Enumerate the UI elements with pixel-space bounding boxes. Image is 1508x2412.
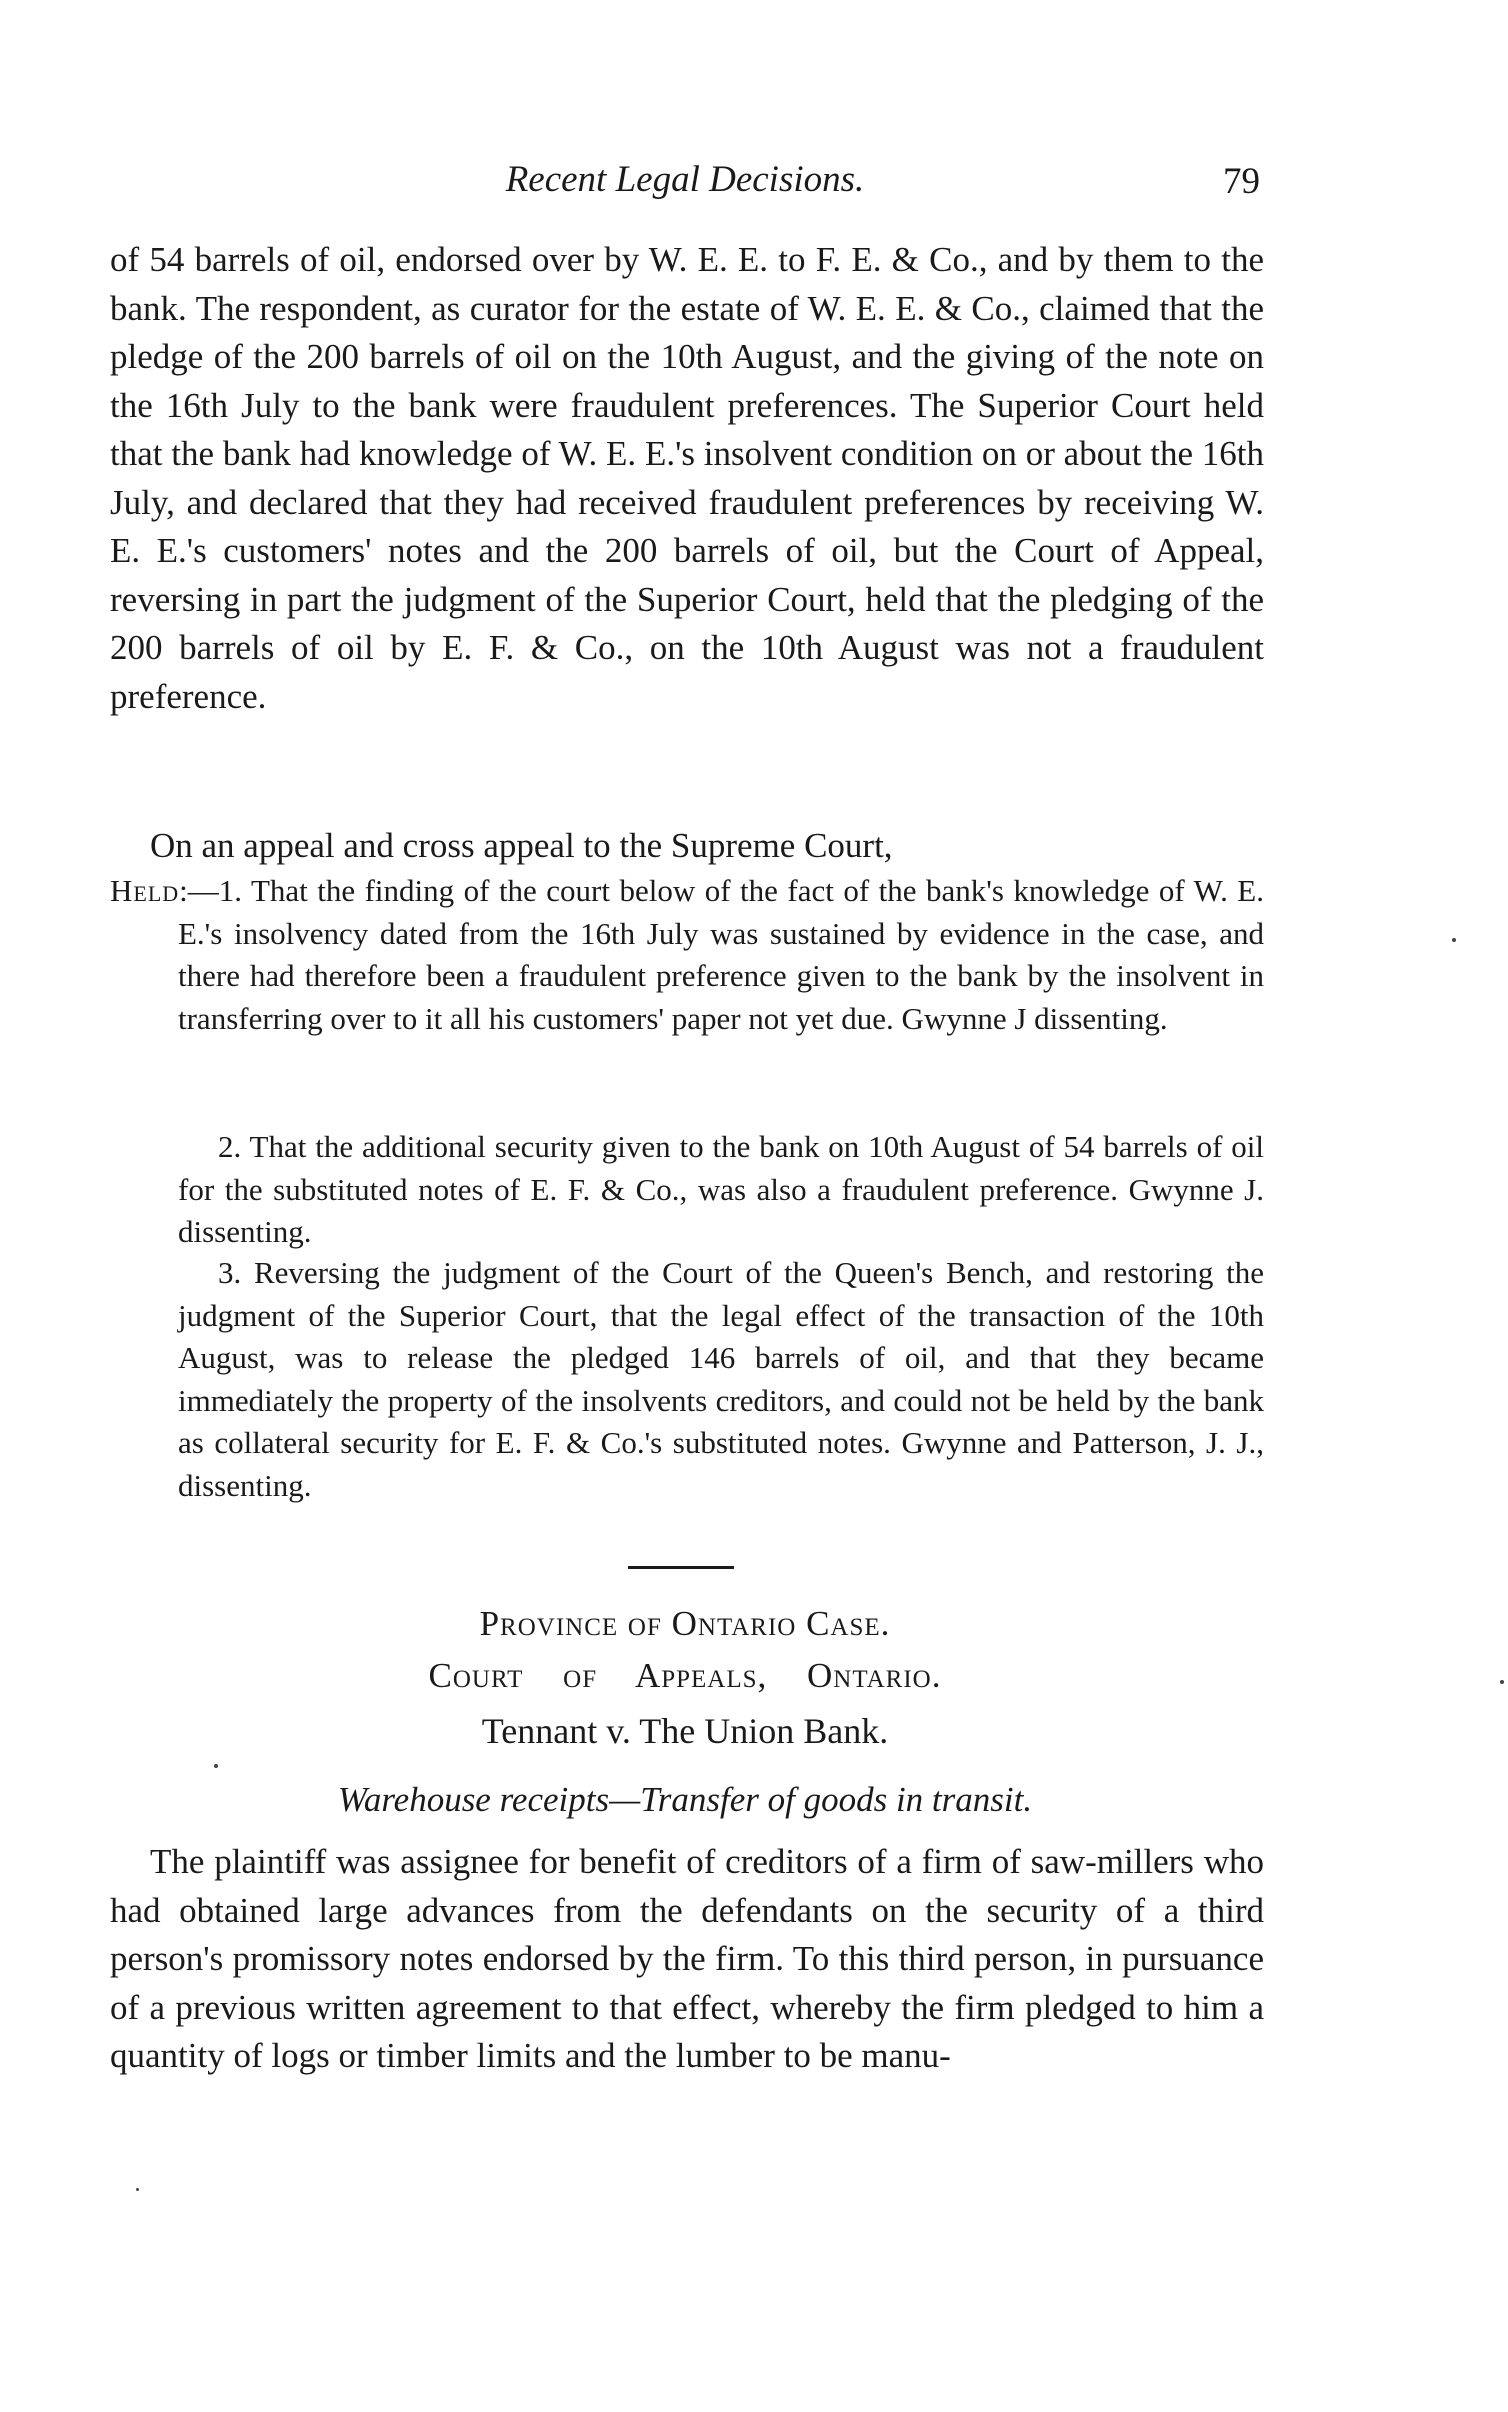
scan-speck xyxy=(136,2188,139,2191)
held-point-3: 3. Reversing the judgment of the Court of the Queen's Bench, and restoring the judgment of the Superior Court, that the legal effect of the transaction of the 10th August, was to release the pledged 146 barrels of oil, and that they became immediately the property of the insolvents creditors, and could not be held by the bank as collateral security for E. F. & Co.'s substituted notes. Gwynne and Patterson, J. J., dissenting. xyxy=(178,1255,1264,1503)
section-divider xyxy=(628,1566,734,1569)
case-subject: Warehouse receipts—Transfer of goods in transit. xyxy=(337,1780,1033,1819)
case-province-heading: Province of Ontario Case. xyxy=(479,1604,891,1643)
held-point-1-text: :—1. That the finding of the court below of the fact of the bank's knowledge of W. E. E.'s insolvency dated from the 16th July was sustained by evidence in the case, and there had therefore been a fraudulent preference given to the bank by the insolvent in transferring over to it all his customers' paper not yet due. Gwynne J dissenting. xyxy=(178,873,1264,1036)
page-number: 79 xyxy=(1223,161,1260,202)
running-title: Recent Legal Decisions. xyxy=(505,159,865,200)
case-court-heading: Court of Appeals, Ontario. xyxy=(428,1656,942,1695)
body-paragraph-2: On an appeal and cross appeal to the Supreme Court, xyxy=(150,826,893,865)
held-label: Held xyxy=(110,873,180,908)
running-head xyxy=(110,150,1260,210)
body-paragraph-1: of 54 barrels of oil, endorsed over by W. E. E. to F. E. & Co., and by them to the bank. The respondent, as curator for the estate of W. E. E. & Co., claimed that the pledge of the 200 barrels of oil on the 10th August, and the giving of the note on the 16th July to the bank were fraudulent preferences. The Superior Court held that the bank had knowledge of W. E. E.'s insolvent condition on or about the 16th July, and declared that they had received fraudulent preferences by receiving W. E. E.'s customers' notes and the 200 barrels of oil, but the Court of Appeal, reversing in part the judgment of the Superior Court, held that the pledging of the 200 barrels of oil by E. F. & Co., on the 10th August was not a fraudulent preference. xyxy=(110,240,1264,716)
case-paragraph: The plaintiff was assignee for benefit of creditors of a firm of saw-millers who had obtained large advances from the defendants on the security of a third person's promissory notes endorsed by the firm. To this third person, in pursuance of a previous written agreement to that effect, whereby the firm pledged to him a quantity of logs or timber limits and the lumber to be manu- xyxy=(110,1842,1264,2075)
case-title: Tennant v. The Union Bank. xyxy=(481,1711,889,1751)
scan-speck xyxy=(1452,938,1456,942)
scan-speck xyxy=(1500,1680,1504,1684)
held-point-2: 2. That the additional security given to the bank on 10th August of 54 barrels of oil for the substituted notes of E. F. & Co., was also a fraudulent preference. Gwynne J. dissenting. xyxy=(178,1129,1264,1249)
scan-speck xyxy=(214,1764,218,1768)
held-point-1 xyxy=(110,870,1264,1040)
